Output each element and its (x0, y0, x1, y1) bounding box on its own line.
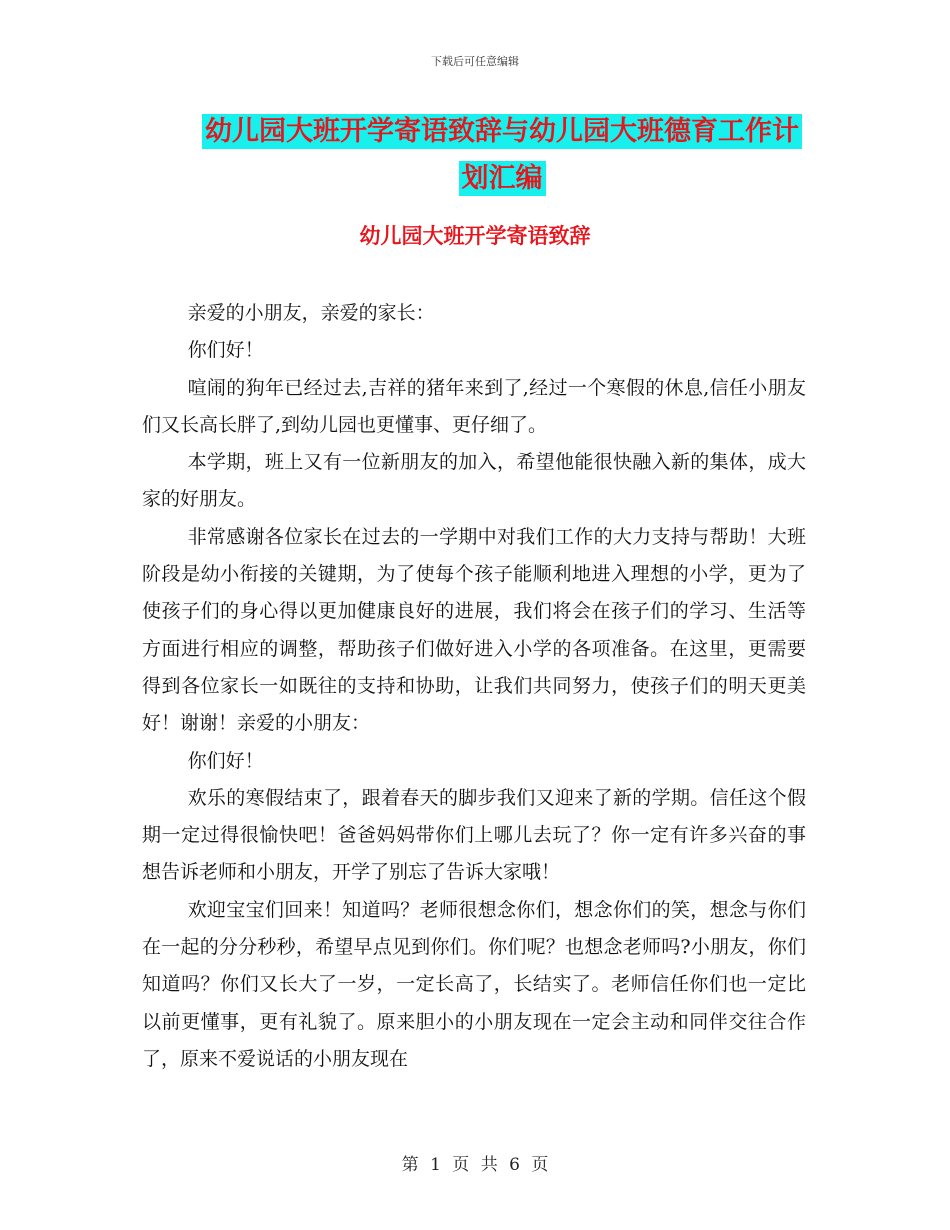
paragraph-new-year: 喧闹的狗年已经过去,吉祥的猪年来到了,经过一个寒假的休息,信任小朋友们又长高长胖了,到幼儿园也更懂事、更仔细了。 (142, 376, 806, 436)
paragraph-welcome-back: 欢迎宝宝们回来！知道吗？老师很想念你们，想念你们的笑，想念与你们在一起的分分秒秒，希望早点见到你们。你们呢？也想念老师吗?小朋友，你们知道吗？你们又长大了一岁，一定长高了，长结实了。老师信任你们也一定比以前更懂事，更有礼貌了。原来胆小的小朋友现在一定会主动和同伴交往合作了，原来不爱说话的小朋友现在 (142, 898, 806, 1070)
document-title-text: 幼儿园大班开学寄语致辞与幼儿园大班德育工作计划汇编 (202, 114, 802, 196)
page-header-note: 下载后可任意编辑 (431, 55, 519, 68)
document-body (142, 295, 806, 1078)
section-title: 幼儿园大班开学寄语致辞 (359, 224, 591, 248)
paragraph-greeting: 亲爱的小朋友，亲爱的家长： (187, 302, 435, 324)
document-title (192, 108, 812, 202)
paragraph-hello: 你们好！ (187, 339, 264, 362)
paragraph-winter-break: 欢乐的寒假结束了，跟着春天的脚步我们又迎来了新的学期。信任这个假期一定过得很愉快吧！爸爸妈妈带你们上哪儿去玩了？你一定有许多兴奋的事想告诉老师和小朋友，开学了别忘了告诉大家哦！ (142, 786, 806, 884)
paragraph-new-friend: 本学期，班上又有一位新朋友的加入，希望他能很快融入新的集体，成大家的好朋友。 (142, 451, 806, 511)
page-number: 第 1 页 共 6 页 (401, 1155, 549, 1175)
paragraph-thanks: 非常感谢各位家长在过去的一学期中对我们工作的大力支持与帮助！大班阶段是幼小衔接的关键期，为了使每个孩子能顺利地进入理想的小学，更为了使孩子们的身心得以更加健康良好的进展，我们将会在孩子们的学习、生活等方面进行相应的调整，帮助孩子们做好进入小学的各项准备。在这里，更需要得到各位家长一如既往的支持和协助，让我们共同努力，使孩子们的明天更美好！谢谢！亲爱的小朋友： (142, 525, 806, 735)
paragraph-hello-2: 你们好！ (187, 749, 264, 772)
